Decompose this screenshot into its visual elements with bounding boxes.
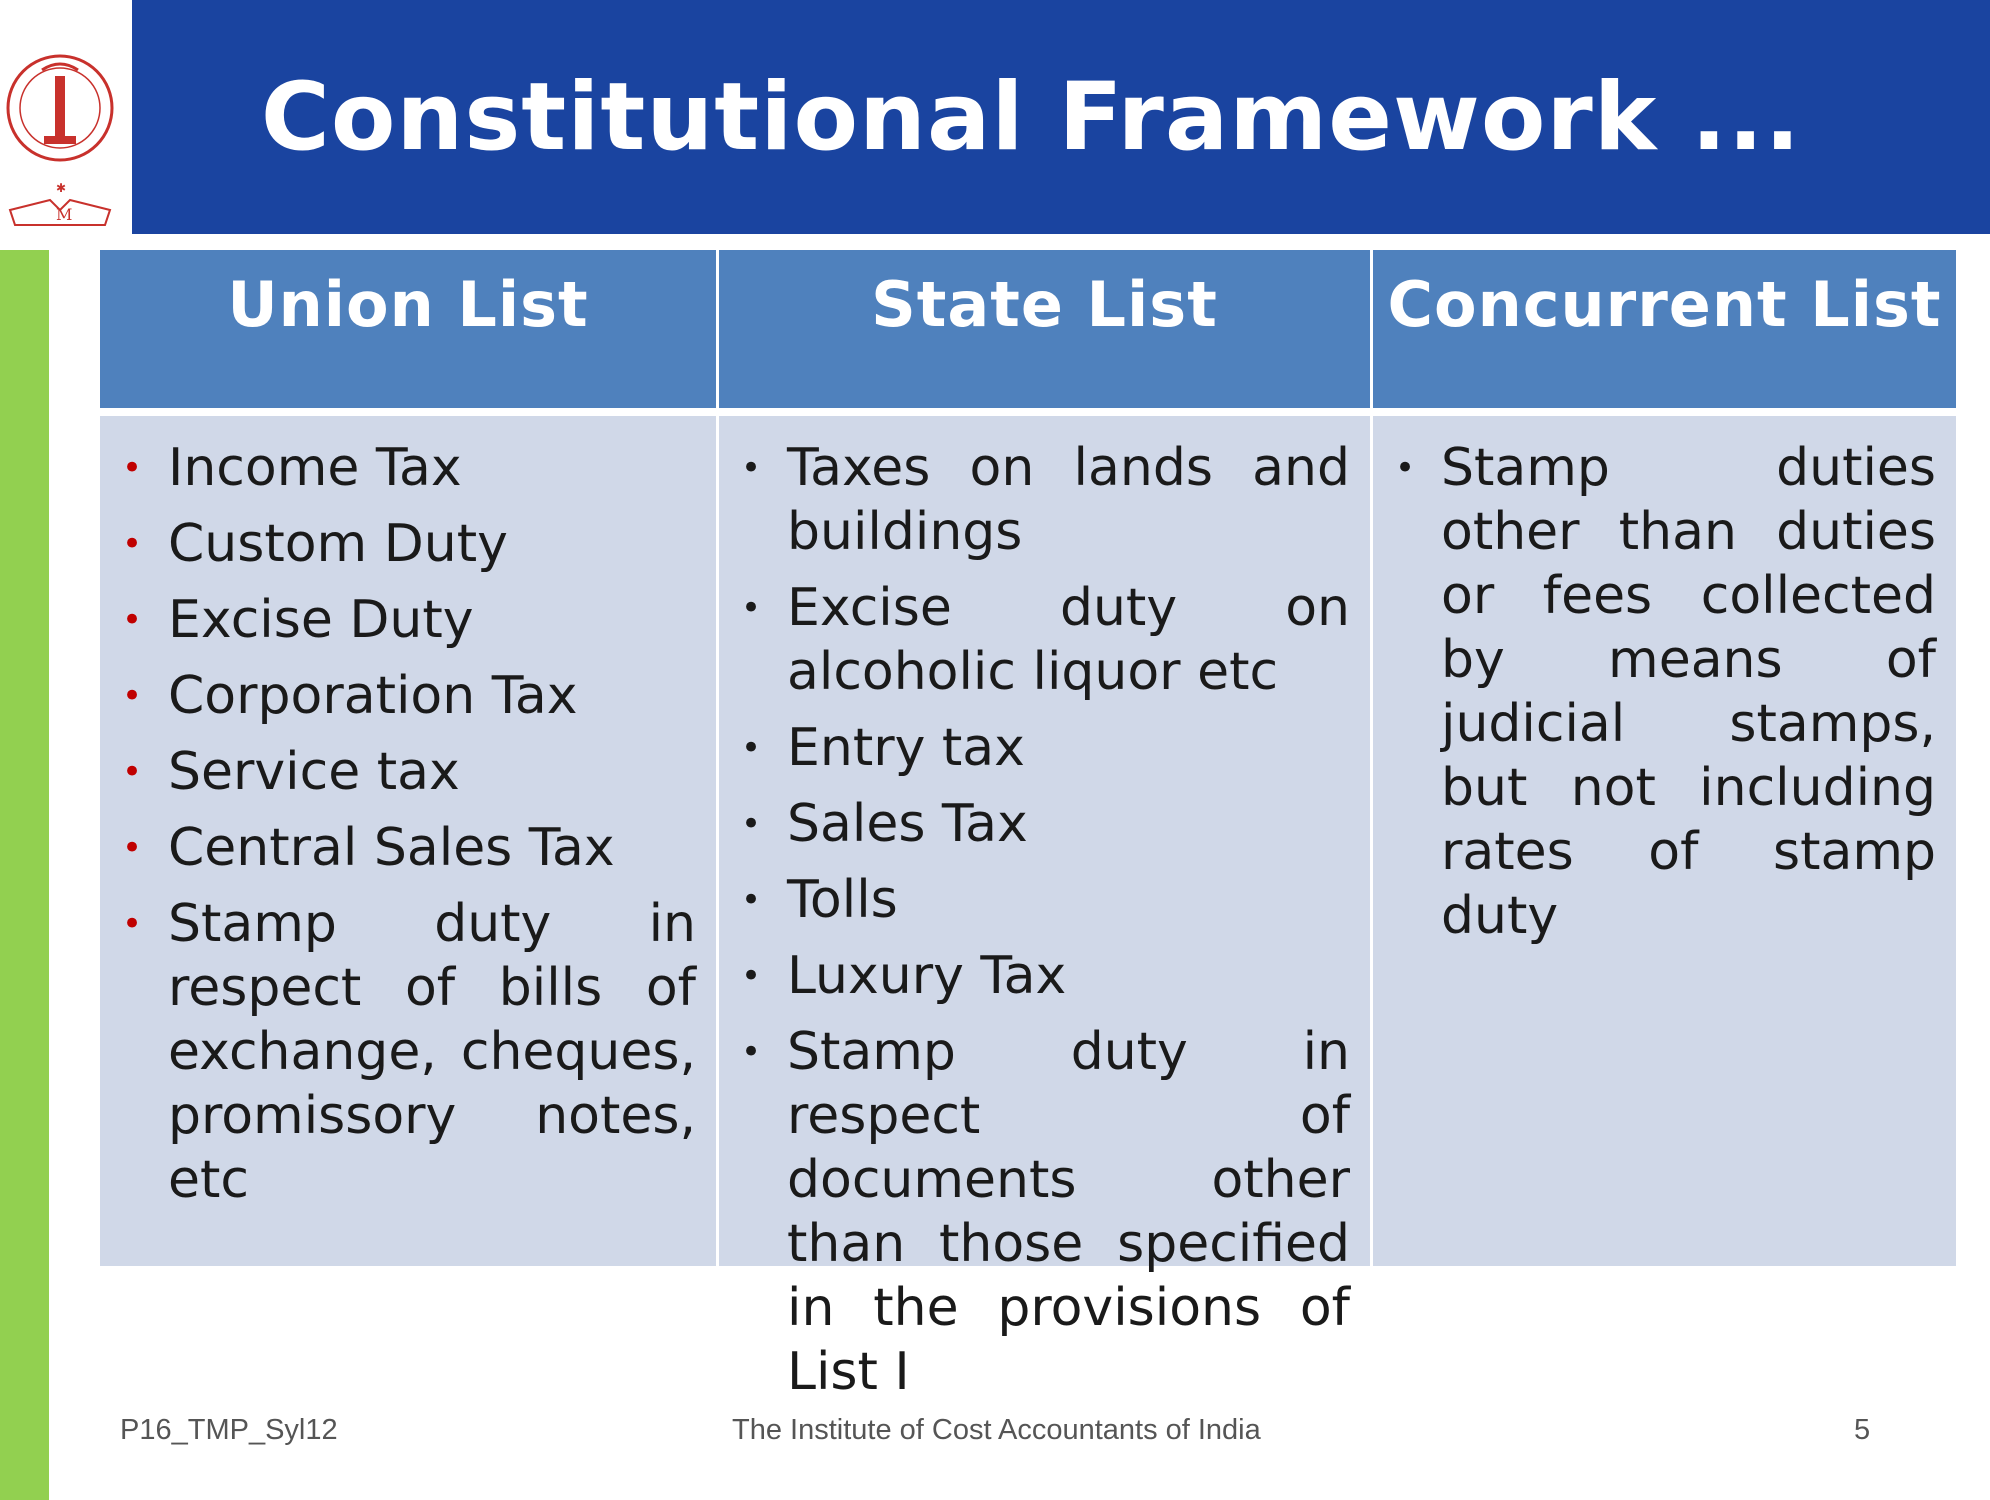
list-item: • Service tax <box>120 740 696 804</box>
union-list-items <box>120 436 696 1212</box>
list-item: • Excise Duty <box>120 588 696 652</box>
list-item: • Excise duty on alcoholic liquor etc <box>739 576 1350 704</box>
state-list-cell <box>719 416 1370 1402</box>
concurrent-list-header <box>1373 250 1956 408</box>
svg-text:M: M <box>56 205 73 224</box>
list-item: • Sales Tax <box>739 792 1350 856</box>
list-item: • Stamp duty in respect of bills of exchange, cheques, promissory notes, etc <box>120 892 696 1212</box>
lists-table <box>100 250 1956 1402</box>
svg-text:✱: ✱ <box>56 181 67 195</box>
list-item: • Taxes on lands and buildings <box>739 436 1350 564</box>
state-list-header <box>719 250 1370 408</box>
concurrent-list-heading: Concurrent List <box>1387 268 1942 341</box>
state-list-items <box>739 436 1350 1404</box>
list-item: • Entry tax <box>739 716 1350 780</box>
list-item: • Luxury Tax <box>739 944 1350 1008</box>
list-item: • Custom Duty <box>120 512 696 576</box>
accent-stripe <box>0 250 49 1500</box>
list-item: • Income Tax <box>120 436 696 500</box>
union-list-cell <box>100 416 716 1266</box>
list-item: • Central Sales Tax <box>120 816 696 880</box>
page-number: 5 <box>1854 1414 1871 1446</box>
page-title: Constitutional Framework ... <box>260 62 1802 172</box>
list-item: • Corporation Tax <box>120 664 696 728</box>
institute-logo <box>0 0 130 234</box>
title-bar <box>132 0 1990 234</box>
list-item: • Stamp duty in respect of documents other than those specified in the provisions of List I <box>739 1020 1350 1404</box>
union-list-heading: Union List <box>227 268 589 341</box>
footer-institute-name: The Institute of Cost Accountants of India <box>732 1414 1261 1446</box>
list-item: • Stamp duties other than duties or fees collected by means of judicial stamps, but not including rates of stamp duty <box>1393 436 1936 948</box>
list-item: • Tolls <box>739 868 1350 932</box>
state-list-heading: State List <box>871 268 1218 341</box>
footer-course-code: P16_TMP_Syl12 <box>120 1414 338 1446</box>
concurrent-list-cell <box>1373 416 1956 1266</box>
union-list-header <box>100 250 716 408</box>
concurrent-list-items <box>1393 436 1936 948</box>
